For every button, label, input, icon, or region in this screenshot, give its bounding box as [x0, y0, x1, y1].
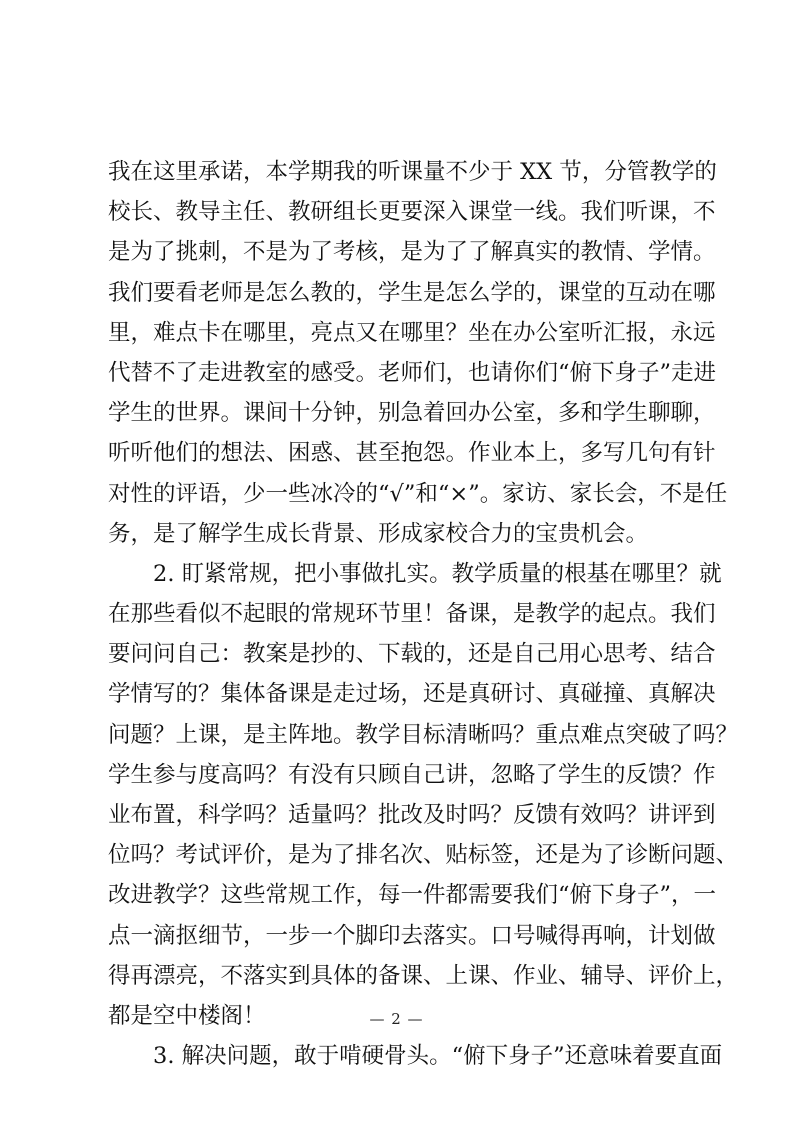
text-line: 业布置，科学吗？适量吗？批改及时吗？反馈有效吗？讲评到 [108, 802, 716, 828]
text-line: 我们要看老师是怎么教的，学生是怎么学的，课堂的互动在哪 [108, 279, 716, 306]
text-line: 改进教学？这些常规工作，每一件都需要我们“俯下身子”，一 [108, 882, 717, 909]
text-line: 校长、教导主任、教研组长更要深入课堂一线。我们听课，不 [108, 199, 716, 226]
text-line: 是为了挑刺，不是为了考核，是为了了解真实的教情、学情。 [108, 239, 716, 266]
text-line: 学情写的？集体备课是走过场，还是真研讨、真碰撞、真解决 [108, 681, 716, 708]
text-line: 务，是了解学生成长背景、形成家校合力的宝贵机会。 [108, 520, 649, 547]
text-line: 3. 解决问题，敢于啃硬骨头。“俯下身子”还意味着要直面 [108, 1043, 723, 1070]
page-number: — 2 — [369, 1010, 424, 1028]
text-line: 代替不了走进教室的感受。老师们，也请你们“俯下身子”走进 [108, 359, 717, 386]
text-line: 学生的世界。课间十分钟，别急着回办公室，多和学生聊聊， [108, 400, 716, 427]
text-line: 都是空中楼阁！ [108, 1002, 266, 1029]
text-line: 位吗？考试评价，是为了排名次、贴标签，还是为了诊断问题、 [108, 842, 739, 869]
text-line: 里，难点卡在哪里，亮点又在哪里？坐在办公室听汇报，永远 [108, 319, 716, 346]
text-line: 得再漂亮，不落实到具体的备课、上课、作业、辅导、评价上， [108, 962, 739, 989]
text-line: 2. 盯紧常规，把小事做扎实。教学质量的根基在哪里？就 [108, 560, 722, 587]
text-line: 对性的评语，少一些冰冷的“√”和“×”。家访、家长会，不是任 [108, 480, 728, 507]
text-line: 点一滴抠细节，一步一个脚印去落实。口号喊得再响，计划做 [108, 922, 716, 949]
text-line: 在那些看似不起眼的常规环节里！备课，是教学的起点。我们 [108, 601, 716, 628]
text-line: 听听他们的想法、困惑、甚至抱怨。作业本上，多写几句有针 [108, 440, 716, 467]
body-text [108, 152, 739, 1076]
text-line: 问题？上课，是主阵地。教学目标清晰吗？重点难点突破了吗？ [108, 721, 739, 748]
text-line: 要问问自己：教案是抄的、下载的，还是自己用心思考、结合 [108, 641, 716, 668]
text-line: 我在这里承诺，本学期我的听课量不少于 XX 节，分管教学的 [108, 159, 717, 185]
text-line: 学生参与度高吗？有没有只顾自己讲，忽略了学生的反馈？作 [108, 761, 716, 788]
